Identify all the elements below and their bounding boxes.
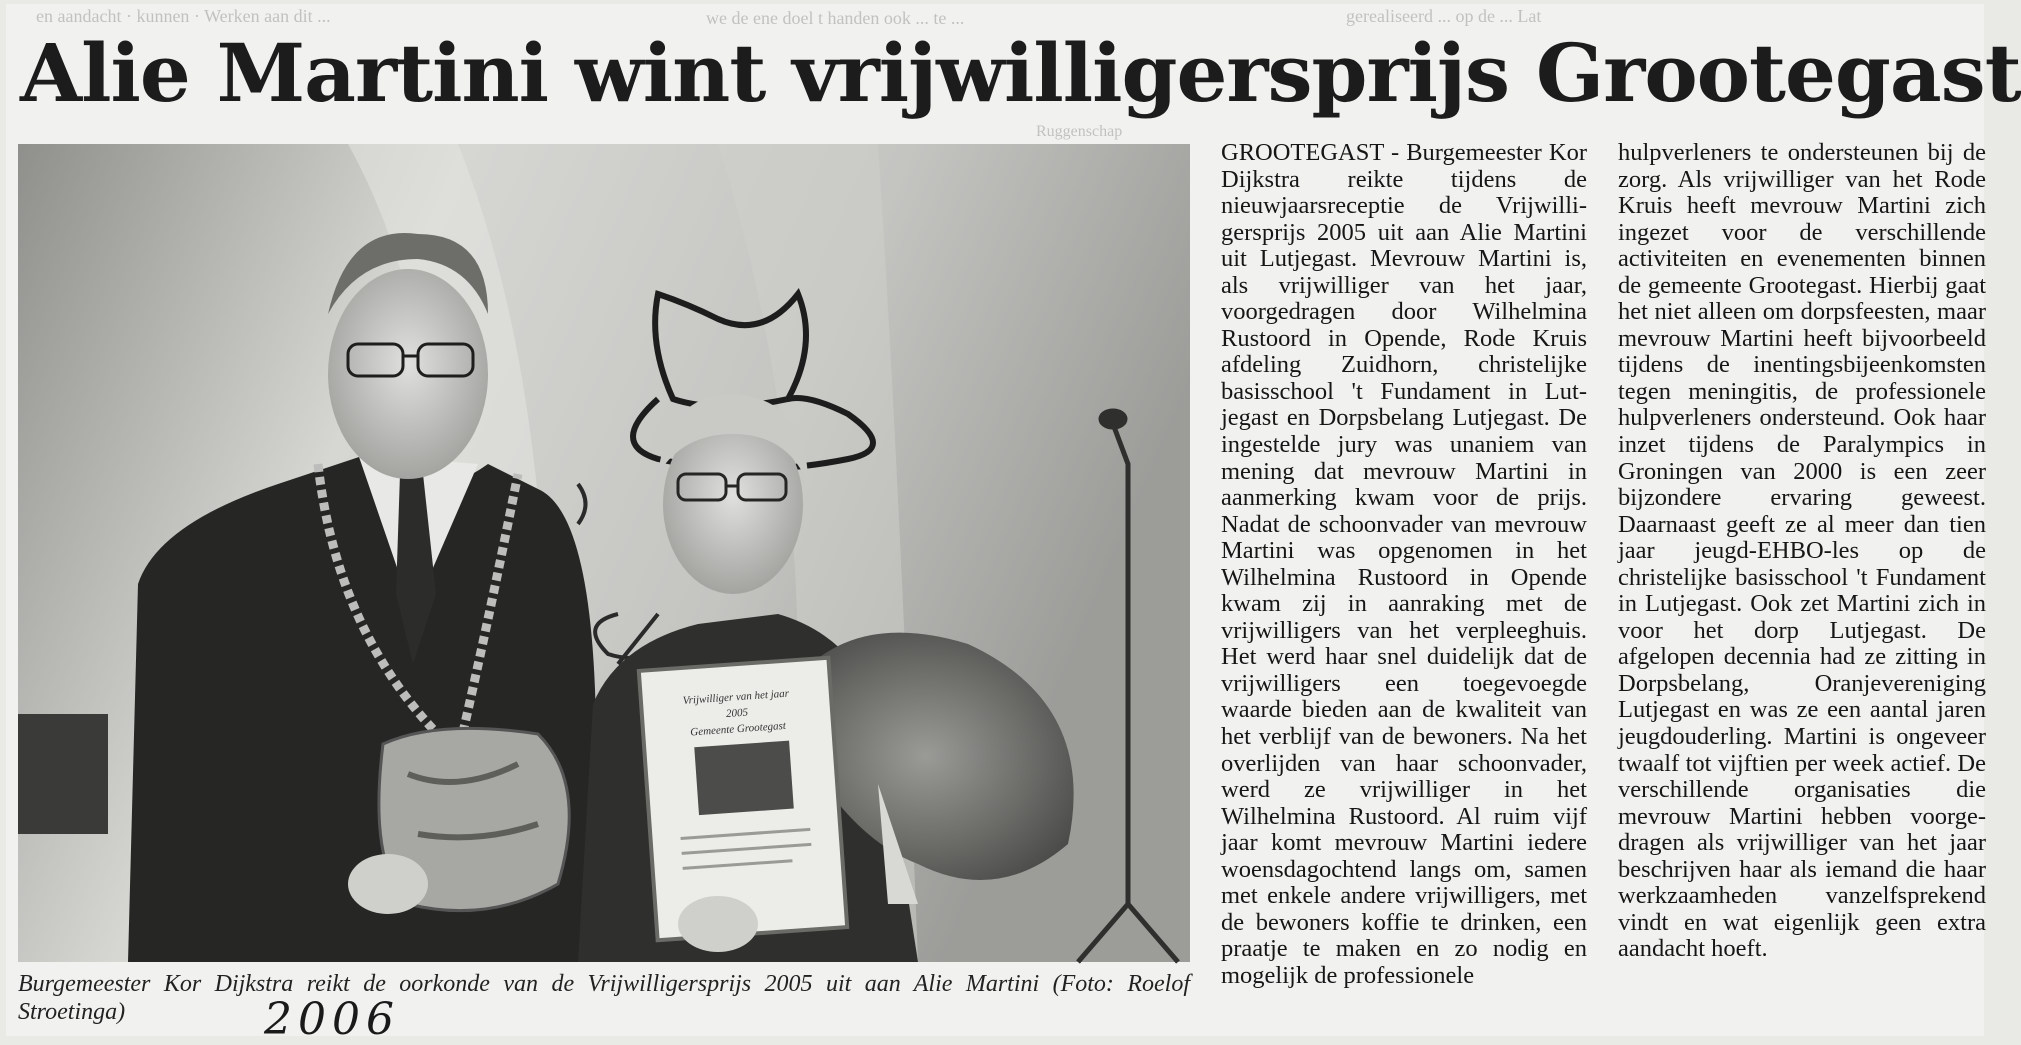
article-column-2: hulpverleners te ondersteunen bij de zorg. Als vrijwilliger van het Rode Kruis heeft mevrouw Martini zich ingezet voor de verschillende activiteiten en evenementen binnen de gemeente Grootegast. Hierbij gaat het niet alleen om dorpsfeesten, maar mevrouw Martini heeft bijvoorbeeld tijdens de inentingsbijeenkomsten tegen meningitis, de professionele hulpverleners ondersteund. Ook haar inzet tijdens de Paralympics in Groningen van 2000 is een zeer bijzondere ervaring geweest. Daarnaast geeft ze al meer dan tien jaar jeugd-EHBO-les op de christelijke basisschool 't Fundament in Lutjegast. Ook zet Martini zich in voor het dorp Lutjegast. De afgelopen decennia had ze zitting in Dorpsbelang, Oranjevereniging Lutjegast en was ze een aantal jaren jeugdouderling. Martini is ongeveer twaalf tot vijftien per week actief. De verschillende organisaties die mevrouw Martini hebben voorgedragen als vrijwilliger van het jaar beschrijven haar als iemand die haar werkzaamheden vanzelfsprekend vindt en wat eigenlijk geen extra aandacht hoeft. — [1618, 139, 1986, 963]
bleed-through-text-right: gerealiseerd ... op de ... Lat — [1346, 6, 1542, 26]
news-photo — [18, 144, 1190, 962]
handwritten-year: 2006 — [264, 994, 400, 1045]
certificate-line-1: Vrijwilliger van het jaar — [682, 687, 790, 707]
bleed-through-text-margin: Ruggenschap — [1036, 123, 1123, 140]
certificate-line-3: Gemeente Grootegast — [689, 719, 787, 739]
newspaper-clipping — [6, 4, 2021, 1045]
photo-caption: Burgemeester Kor Dijkstra reikt de oorkonde van de Vrijwilligersprijs 2005 uit aan Alie Martini (Foto: Roelof Stroetinga) — [18, 971, 1190, 1025]
article-column-1: GROOTEGAST - Burgemeester Kor Dijkstra reikte tijdens de nieuwjaarsreceptie de Vrijwilligersprijs 2005 uit aan Alie Martini uit Lutjegast. Mevrouw Martini is, als vrijwilliger van het jaar, voorgedragen door Wilhelmina Rustoord in Opende, Rode Kruis afdeling Zuidhorn, christelijke basisschool 't Fundament in Lutjegast en Dorpsbelang Lutjegast. De ingestelde jury was unaniem van mening dat mevrouw Martini in aanmerking kwam voor de prijs. Nadat de schoonvader van mevrouw Martini was opgenomen in het Wilhelmina Rustoord in Opende kwam zij in aanraking met de vrijwilligers van het verpleeghuis. Het werd haar snel duidelijk dat de vrijwilligers een toegevoegde waarde bieden aan de kwaliteit van het verblijf van de bewoners. Na het overlijden van haar schoonvader, werd ze vrijwilliger in het Wilhelmina Rustoord. Al ruim vijf jaar komt mevrouw Martini iedere woensdagochtend langs om, samen met enkele andere vrijwilligers, met de bewoners koffie te drinken, een praatje te maken en zo nodig en mogelijk de professionele — [1221, 139, 1587, 989]
background-object — [18, 714, 108, 834]
bleed-through-text-left: en aandacht · kunnen · Werken aan dit ... — [36, 6, 331, 26]
headline: Alie Martini wint vrijwilligersprijs Grootegast — [20, 26, 2021, 120]
certificate-line-2: 2005 — [725, 706, 749, 720]
bleed-through-text-middle: we de ene doel t handen ook ... te ... — [706, 8, 965, 28]
framed-certificate — [639, 658, 847, 952]
